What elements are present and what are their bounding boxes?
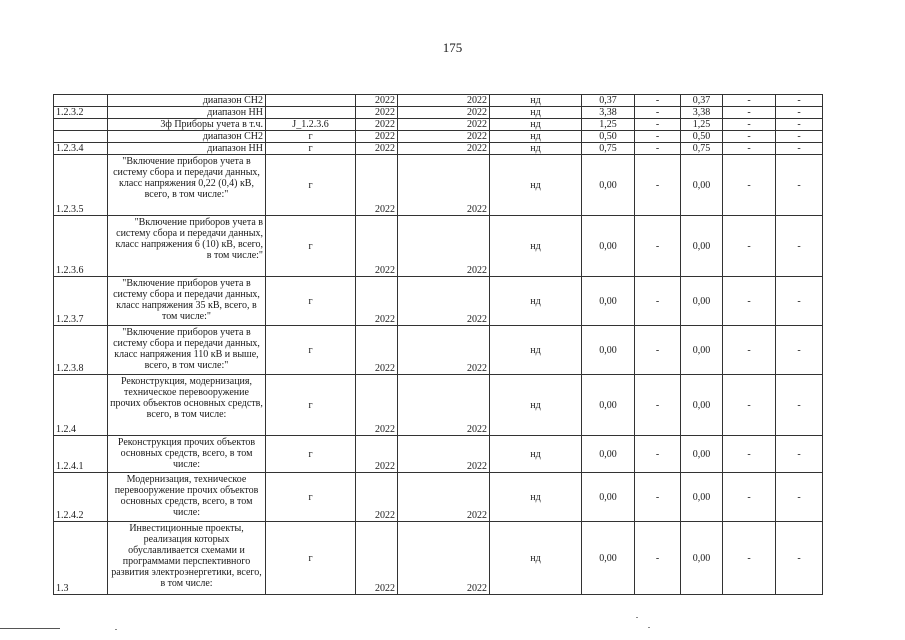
value-cell: 0,00: [582, 277, 635, 326]
status-cell: нд: [490, 119, 582, 131]
end-year-cell: 2022: [398, 143, 490, 155]
dash-cell: -: [635, 375, 681, 436]
unit-cell: [266, 95, 356, 107]
row-number-cell: 1.2.4.2: [54, 473, 108, 522]
end-year-cell: 2022: [398, 326, 490, 375]
start-year-cell: 2022: [356, 277, 398, 326]
row-number-cell: 1.2.3.5: [54, 155, 108, 216]
dash-cell: -: [723, 95, 776, 107]
description-cell: диапазон НН: [108, 143, 266, 155]
value-cell: 0,00: [681, 436, 723, 473]
dash-cell: -: [776, 216, 823, 277]
value-cell: 1,25: [582, 119, 635, 131]
status-cell: нд: [490, 375, 582, 436]
dash-cell: -: [776, 375, 823, 436]
dash-cell: -: [635, 95, 681, 107]
value-cell: 0,00: [681, 155, 723, 216]
scan-speck: [648, 627, 650, 628]
row-number-cell: [54, 119, 108, 131]
row-number-cell: 1.2.3.7: [54, 277, 108, 326]
end-year-cell: 2022: [398, 131, 490, 143]
end-year-cell: 2022: [398, 473, 490, 522]
scan-speck: [636, 617, 638, 618]
dash-cell: -: [776, 143, 823, 155]
page-number: 175: [442, 40, 463, 55]
dash-cell: -: [635, 143, 681, 155]
dash-cell: -: [776, 522, 823, 595]
end-year-cell: 2022: [398, 522, 490, 595]
description-cell: 3ф Приборы учета в т.ч.: [108, 119, 266, 131]
value-cell: 0,00: [681, 216, 723, 277]
start-year-cell: 2022: [356, 375, 398, 436]
value-cell: 1,25: [681, 119, 723, 131]
dash-cell: -: [776, 326, 823, 375]
dash-cell: -: [635, 326, 681, 375]
start-year-cell: 2022: [356, 119, 398, 131]
description-cell: Реконструкция, модернизация, техническое перевооружение прочих объектов основных средств, всего, в том числе:: [108, 375, 266, 436]
unit-cell: г: [266, 522, 356, 595]
value-cell: 0,00: [681, 326, 723, 375]
unit-cell: г: [266, 143, 356, 155]
value-cell: 0,00: [582, 522, 635, 595]
table-row: [54, 119, 823, 131]
table-row: [54, 95, 823, 107]
value-cell: 0,00: [582, 375, 635, 436]
description-cell: "Включение приборов учета в систему сбора и передачи данных, класс напряжения 0,22 (0,4) кВ, всего, в том числе:": [108, 155, 266, 216]
dash-cell: -: [776, 155, 823, 216]
dash-cell: -: [723, 131, 776, 143]
value-cell: 0,37: [582, 95, 635, 107]
start-year-cell: 2022: [356, 473, 398, 522]
end-year-cell: 2022: [398, 95, 490, 107]
value-cell: 0,75: [582, 143, 635, 155]
dash-cell: -: [723, 119, 776, 131]
dash-cell: -: [635, 216, 681, 277]
value-cell: 0,00: [582, 216, 635, 277]
unit-cell: г: [266, 326, 356, 375]
status-cell: нд: [490, 143, 582, 155]
dash-cell: -: [635, 473, 681, 522]
dash-cell: -: [776, 277, 823, 326]
dash-cell: -: [776, 436, 823, 473]
status-cell: нд: [490, 326, 582, 375]
end-year-cell: 2022: [398, 375, 490, 436]
value-cell: 0,00: [582, 155, 635, 216]
status-cell: нд: [490, 155, 582, 216]
unit-cell: г: [266, 216, 356, 277]
dash-cell: -: [723, 375, 776, 436]
start-year-cell: 2022: [356, 326, 398, 375]
unit-cell: г: [266, 375, 356, 436]
description-cell: диапазон СН2: [108, 131, 266, 143]
dash-cell: -: [723, 436, 776, 473]
table-row: [54, 277, 823, 326]
table-row: [54, 326, 823, 375]
dash-cell: -: [723, 155, 776, 216]
end-year-cell: 2022: [398, 216, 490, 277]
start-year-cell: 2022: [356, 95, 398, 107]
table-row: [54, 375, 823, 436]
value-cell: 0,00: [681, 375, 723, 436]
end-year-cell: 2022: [398, 107, 490, 119]
description-cell: Модернизация, техническое перевооружение прочих объектов основных средств, всего, в том числе:: [108, 473, 266, 522]
row-number-cell: 1.2.3.4: [54, 143, 108, 155]
value-cell: 0,00: [681, 522, 723, 595]
description-cell: Инвестиционные проекты, реализация которых обуславливается схемами и программами перспективного развития электроэнергетики, всего, в том числе:: [108, 522, 266, 595]
row-number-cell: 1.2.4.1: [54, 436, 108, 473]
dash-cell: -: [776, 95, 823, 107]
unit-cell: г: [266, 155, 356, 216]
start-year-cell: 2022: [356, 522, 398, 595]
table-row: [54, 436, 823, 473]
dash-cell: -: [723, 107, 776, 119]
description-cell: "Включение приборов учета в систему сбора и передачи данных, класс напряжения 6 (10) кВ, всего, в том числе:": [108, 216, 266, 277]
dash-cell: -: [635, 119, 681, 131]
row-number-cell: 1.2.4: [54, 375, 108, 436]
end-year-cell: 2022: [398, 155, 490, 216]
table-row: [54, 107, 823, 119]
status-cell: нд: [490, 131, 582, 143]
status-cell: нд: [490, 277, 582, 326]
row-number-cell: 1.2.3.6: [54, 216, 108, 277]
table-row: [54, 473, 823, 522]
value-cell: 0,50: [681, 131, 723, 143]
status-cell: нд: [490, 436, 582, 473]
table-row: [54, 522, 823, 595]
value-cell: 3,38: [582, 107, 635, 119]
row-number-cell: 1.2.3.2: [54, 107, 108, 119]
value-cell: 0,00: [582, 436, 635, 473]
dash-cell: -: [723, 326, 776, 375]
scan-speck: [115, 629, 117, 630]
description-cell: "Включение приборов учета в систему сбора и передачи данных, класс напряжения 110 кВ и выше, всего, в том числе:": [108, 326, 266, 375]
unit-cell: [266, 107, 356, 119]
value-cell: 0,00: [681, 473, 723, 522]
start-year-cell: 2022: [356, 216, 398, 277]
dash-cell: -: [776, 473, 823, 522]
dash-cell: -: [635, 107, 681, 119]
dash-cell: -: [723, 473, 776, 522]
value-cell: 0,37: [681, 95, 723, 107]
footer-rule: [0, 628, 60, 629]
start-year-cell: 2022: [356, 143, 398, 155]
description-cell: "Включение приборов учета в систему сбора и передачи данных, класс напряжения 35 кВ, всего, в том числе:": [108, 277, 266, 326]
value-cell: 3,38: [681, 107, 723, 119]
row-number-cell: [54, 95, 108, 107]
description-cell: диапазон СН2: [108, 95, 266, 107]
table-row: [54, 131, 823, 143]
start-year-cell: 2022: [356, 436, 398, 473]
description-cell: Реконструкция прочих объектов основных средств, всего, в том числе:: [108, 436, 266, 473]
end-year-cell: 2022: [398, 436, 490, 473]
value-cell: 0,00: [582, 473, 635, 522]
dash-cell: -: [776, 131, 823, 143]
dash-cell: -: [723, 216, 776, 277]
dash-cell: -: [776, 107, 823, 119]
dash-cell: -: [723, 522, 776, 595]
status-cell: нд: [490, 216, 582, 277]
dash-cell: -: [776, 119, 823, 131]
start-year-cell: 2022: [356, 155, 398, 216]
value-cell: 0,00: [681, 277, 723, 326]
end-year-cell: 2022: [398, 277, 490, 326]
start-year-cell: 2022: [356, 107, 398, 119]
unit-cell: г: [266, 131, 356, 143]
unit-cell: J_1.2.3.6: [266, 119, 356, 131]
status-cell: нд: [490, 522, 582, 595]
status-cell: нд: [490, 107, 582, 119]
value-cell: 0,75: [681, 143, 723, 155]
dash-cell: -: [635, 155, 681, 216]
dash-cell: -: [635, 277, 681, 326]
table-row: [54, 155, 823, 216]
dash-cell: -: [635, 522, 681, 595]
table-body: [54, 95, 823, 595]
table-row: [54, 143, 823, 155]
dash-cell: -: [635, 436, 681, 473]
value-cell: 0,00: [582, 326, 635, 375]
investment-table: [53, 94, 823, 595]
dash-cell: -: [723, 143, 776, 155]
row-number-cell: [54, 131, 108, 143]
unit-cell: г: [266, 436, 356, 473]
dash-cell: -: [723, 277, 776, 326]
table-row: [54, 216, 823, 277]
end-year-cell: 2022: [398, 119, 490, 131]
status-cell: нд: [490, 95, 582, 107]
status-cell: нд: [490, 473, 582, 522]
description-cell: диапазон НН: [108, 107, 266, 119]
unit-cell: г: [266, 277, 356, 326]
unit-cell: г: [266, 473, 356, 522]
start-year-cell: 2022: [356, 131, 398, 143]
row-number-cell: 1.3: [54, 522, 108, 595]
value-cell: 0,50: [582, 131, 635, 143]
row-number-cell: 1.2.3.8: [54, 326, 108, 375]
dash-cell: -: [635, 131, 681, 143]
